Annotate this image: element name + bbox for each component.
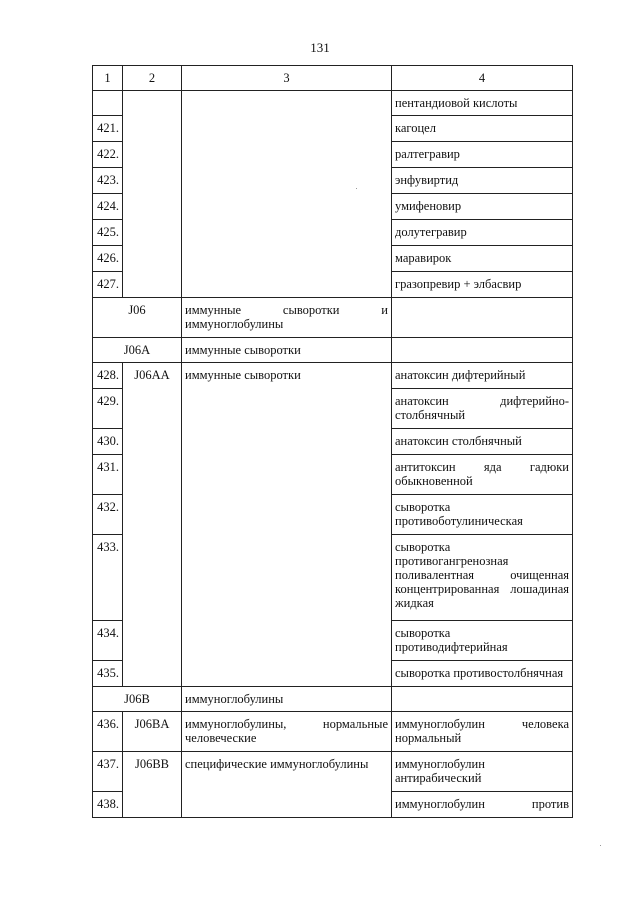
table-row [93, 687, 573, 712]
row-number: 434. [93, 621, 123, 661]
drug-name: долутегравир [392, 220, 573, 246]
drug-name: пентандиовой кислоты [392, 91, 573, 116]
header-col-1: 1 [93, 66, 123, 91]
drug-name [392, 298, 573, 338]
drug-name: гразопревир + элбасвир [392, 272, 573, 298]
row-number: 426. [93, 246, 123, 272]
row-number: 423. [93, 168, 123, 194]
group-name: иммуноглобулины, нормальные человеческие [182, 712, 392, 752]
table-row [93, 338, 573, 363]
atc-code: J06A [93, 338, 182, 363]
drug-name: кагоцел [392, 116, 573, 142]
atc-code: J06AA [123, 363, 182, 687]
row-number: 422. [93, 142, 123, 168]
drug-classification-table [92, 65, 573, 818]
group-name-cell [182, 91, 392, 298]
atc-code: J06B [93, 687, 182, 712]
row-number: 432. [93, 495, 123, 535]
row-number: 435. [93, 661, 123, 687]
row-number: 421. [93, 116, 123, 142]
atc-code: J06BA [123, 712, 182, 752]
drug-name: анатоксин дифтерийно- столбнячный [392, 389, 573, 429]
row-number: 433. [93, 535, 123, 621]
row-number: 425. [93, 220, 123, 246]
drug-name: маравирок [392, 246, 573, 272]
drug-name: антитоксин яда гадюки обыкновенной [392, 455, 573, 495]
row-number: 436. [93, 712, 123, 752]
drug-name: анатоксин столбнячный [392, 429, 573, 455]
row-number: 427. [93, 272, 123, 298]
row-number: 431. [93, 455, 123, 495]
drug-name [392, 687, 573, 712]
table-row [93, 298, 573, 338]
scan-speck [356, 188, 357, 189]
drug-name: сыворотка противодифтерийная [392, 621, 573, 661]
table-row [93, 363, 573, 389]
group-name: иммунные сыворотки [182, 338, 392, 363]
drug-name: иммуноглобулин против [392, 792, 573, 818]
header-col-3: 3 [182, 66, 392, 91]
atc-code: J06 [93, 298, 182, 338]
row-number [93, 91, 123, 116]
group-name: иммунные сыворотки [182, 363, 392, 687]
row-number: 424. [93, 194, 123, 220]
group-name: иммуноглобулины [182, 687, 392, 712]
drug-name: умифеновир [392, 194, 573, 220]
drug-name: иммуноглобулин человека нормальный [392, 712, 573, 752]
atc-code: J06BB [123, 752, 182, 818]
scan-speck [600, 845, 601, 846]
drug-name: энфувиртид [392, 168, 573, 194]
table-row [93, 752, 573, 792]
drug-name: сыворотка противоботулиническая [392, 495, 573, 535]
group-name: специфические иммуноглобулины [182, 752, 392, 818]
drug-name: сыворотка противогангренозная поливалентная очищенная концентрированная лошадиная жидкая [392, 535, 573, 621]
row-number: 437. [93, 752, 123, 792]
header-col-4: 4 [392, 66, 573, 91]
drug-name [392, 338, 573, 363]
row-number: 430. [93, 429, 123, 455]
table-row [93, 712, 573, 752]
header-col-2: 2 [123, 66, 182, 91]
drug-name: анатоксин дифтерийный [392, 363, 573, 389]
page-number: 131 [310, 40, 330, 55]
row-number: 428. [93, 363, 123, 389]
drug-name: ралтегравир [392, 142, 573, 168]
drug-name: сыворотка противостолбнячная [392, 661, 573, 687]
row-number: 438. [93, 792, 123, 818]
table-header-row [93, 66, 573, 91]
table-row [93, 91, 573, 116]
atc-code-cell [123, 91, 182, 298]
row-number: 429. [93, 389, 123, 429]
group-name: иммунные сыворотки и иммуноглобулины [182, 298, 392, 338]
drug-name: иммуноглобулин антирабический [392, 752, 573, 792]
